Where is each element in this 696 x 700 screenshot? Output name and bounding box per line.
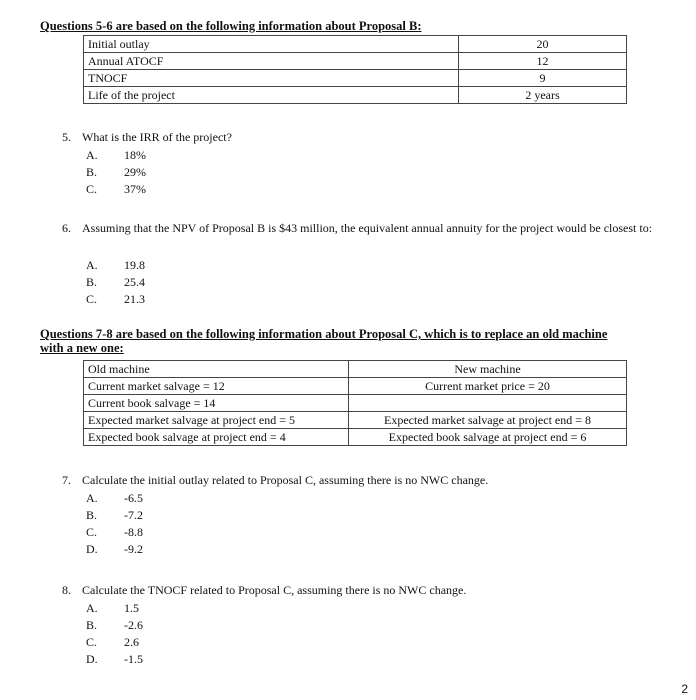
table-cell-old: Old machine — [84, 361, 349, 378]
question-number: 8. — [62, 583, 71, 597]
option-letter: A. — [86, 148, 98, 162]
question-7 — [62, 472, 674, 489]
answer-option[interactable] — [86, 651, 143, 668]
question-text: What is the IRR of the project? — [82, 130, 232, 144]
question-8-options — [86, 600, 143, 668]
answer-option[interactable] — [86, 600, 143, 617]
option-letter: B. — [86, 275, 98, 289]
option-letter: B. — [86, 508, 98, 522]
question-7-options — [86, 490, 143, 558]
section1-heading: Questions 5-6 are based on the following information about Proposal B: — [40, 19, 422, 33]
table-cell-label: Annual ATOCF — [84, 53, 459, 70]
question-8 — [62, 582, 674, 599]
option-value: -2.6 — [124, 618, 143, 632]
option-letter: A. — [86, 601, 98, 615]
answer-option[interactable] — [86, 507, 143, 524]
question-number: 5. — [62, 130, 71, 144]
table-cell-value: 12 — [459, 53, 627, 70]
table-row — [84, 429, 627, 446]
answer-option[interactable] — [86, 147, 146, 164]
option-letter: A. — [86, 491, 98, 505]
table-cell-new: Current market price = 20 — [349, 378, 627, 395]
question-number: 7. — [62, 473, 71, 487]
table-cell-old: Expected book salvage at project end = 4 — [84, 429, 349, 446]
proposal-c-table — [83, 360, 627, 446]
table-row — [84, 412, 627, 429]
option-value: 18% — [124, 148, 146, 162]
answer-option[interactable] — [86, 274, 145, 291]
option-value: 19.8 — [124, 258, 145, 272]
answer-option[interactable] — [86, 541, 143, 558]
question-6-options — [86, 257, 145, 308]
option-value: 25.4 — [124, 275, 145, 289]
option-letter: C. — [86, 292, 98, 306]
answer-option[interactable] — [86, 490, 143, 507]
table-row — [84, 378, 627, 395]
option-value: -1.5 — [124, 652, 143, 666]
question-number: 6. — [62, 221, 71, 235]
table-row — [84, 53, 627, 70]
question-5-options — [86, 147, 146, 198]
table-cell-value: 9 — [459, 70, 627, 87]
table-cell-value: 20 — [459, 36, 627, 53]
table-cell-value: 2 years — [459, 87, 627, 104]
question-text: Assuming that the NPV of Proposal B is $43 million, the equivalent annual annuity for the project would be closest to: — [82, 221, 653, 235]
option-letter: C. — [86, 525, 98, 539]
option-value: -9.2 — [124, 542, 143, 556]
table-row — [84, 36, 627, 53]
table-row — [84, 361, 627, 378]
option-value: -8.8 — [124, 525, 143, 539]
option-value: 2.6 — [124, 635, 139, 649]
option-letter: D. — [86, 652, 98, 666]
answer-option[interactable] — [86, 617, 143, 634]
table-cell-old: Current book salvage = 14 — [84, 395, 349, 412]
question-5 — [62, 129, 674, 146]
option-value: -7.2 — [124, 508, 143, 522]
table-cell-old: Current market salvage = 12 — [84, 378, 349, 395]
answer-option[interactable] — [86, 291, 145, 308]
option-value: 37% — [124, 182, 146, 196]
question-6 — [62, 220, 674, 237]
section2-heading-line2: with a new one: — [40, 341, 124, 355]
option-value: 21.3 — [124, 292, 145, 306]
option-value: 1.5 — [124, 601, 139, 615]
option-letter: A. — [86, 258, 98, 272]
table-row — [84, 395, 627, 412]
table-cell-new: Expected market salvage at project end = 8 — [349, 412, 627, 429]
option-letter: D. — [86, 542, 98, 556]
table-cell-new — [349, 395, 627, 412]
answer-option[interactable] — [86, 257, 145, 274]
option-letter: B. — [86, 165, 98, 179]
option-letter: C. — [86, 182, 98, 196]
option-value: 29% — [124, 165, 146, 179]
page-number: 2 — [681, 682, 688, 696]
section2-heading-line1: Questions 7-8 are based on the following information about Proposal C, which is to replace an old machine — [40, 327, 608, 341]
option-letter: C. — [86, 635, 98, 649]
table-cell-label: TNOCF — [84, 70, 459, 87]
answer-option[interactable] — [86, 164, 146, 181]
option-value: -6.5 — [124, 491, 143, 505]
table-cell-label: Life of the project — [84, 87, 459, 104]
table-cell-old: Expected market salvage at project end = 5 — [84, 412, 349, 429]
option-letter: B. — [86, 618, 98, 632]
answer-option[interactable] — [86, 181, 146, 198]
table-row — [84, 70, 627, 87]
answer-option[interactable] — [86, 634, 143, 651]
table-cell-new: Expected book salvage at project end = 6 — [349, 429, 627, 446]
answer-option[interactable] — [86, 524, 143, 541]
table-row — [84, 87, 627, 104]
question-text: Calculate the initial outlay related to Proposal C, assuming there is no NWC change. — [82, 473, 489, 487]
table-cell-label: Initial outlay — [84, 36, 459, 53]
question-text: Calculate the TNOCF related to Proposal C, assuming there is no NWC change. — [82, 583, 467, 597]
table-cell-new: New machine — [349, 361, 627, 378]
proposal-b-table — [83, 35, 627, 104]
